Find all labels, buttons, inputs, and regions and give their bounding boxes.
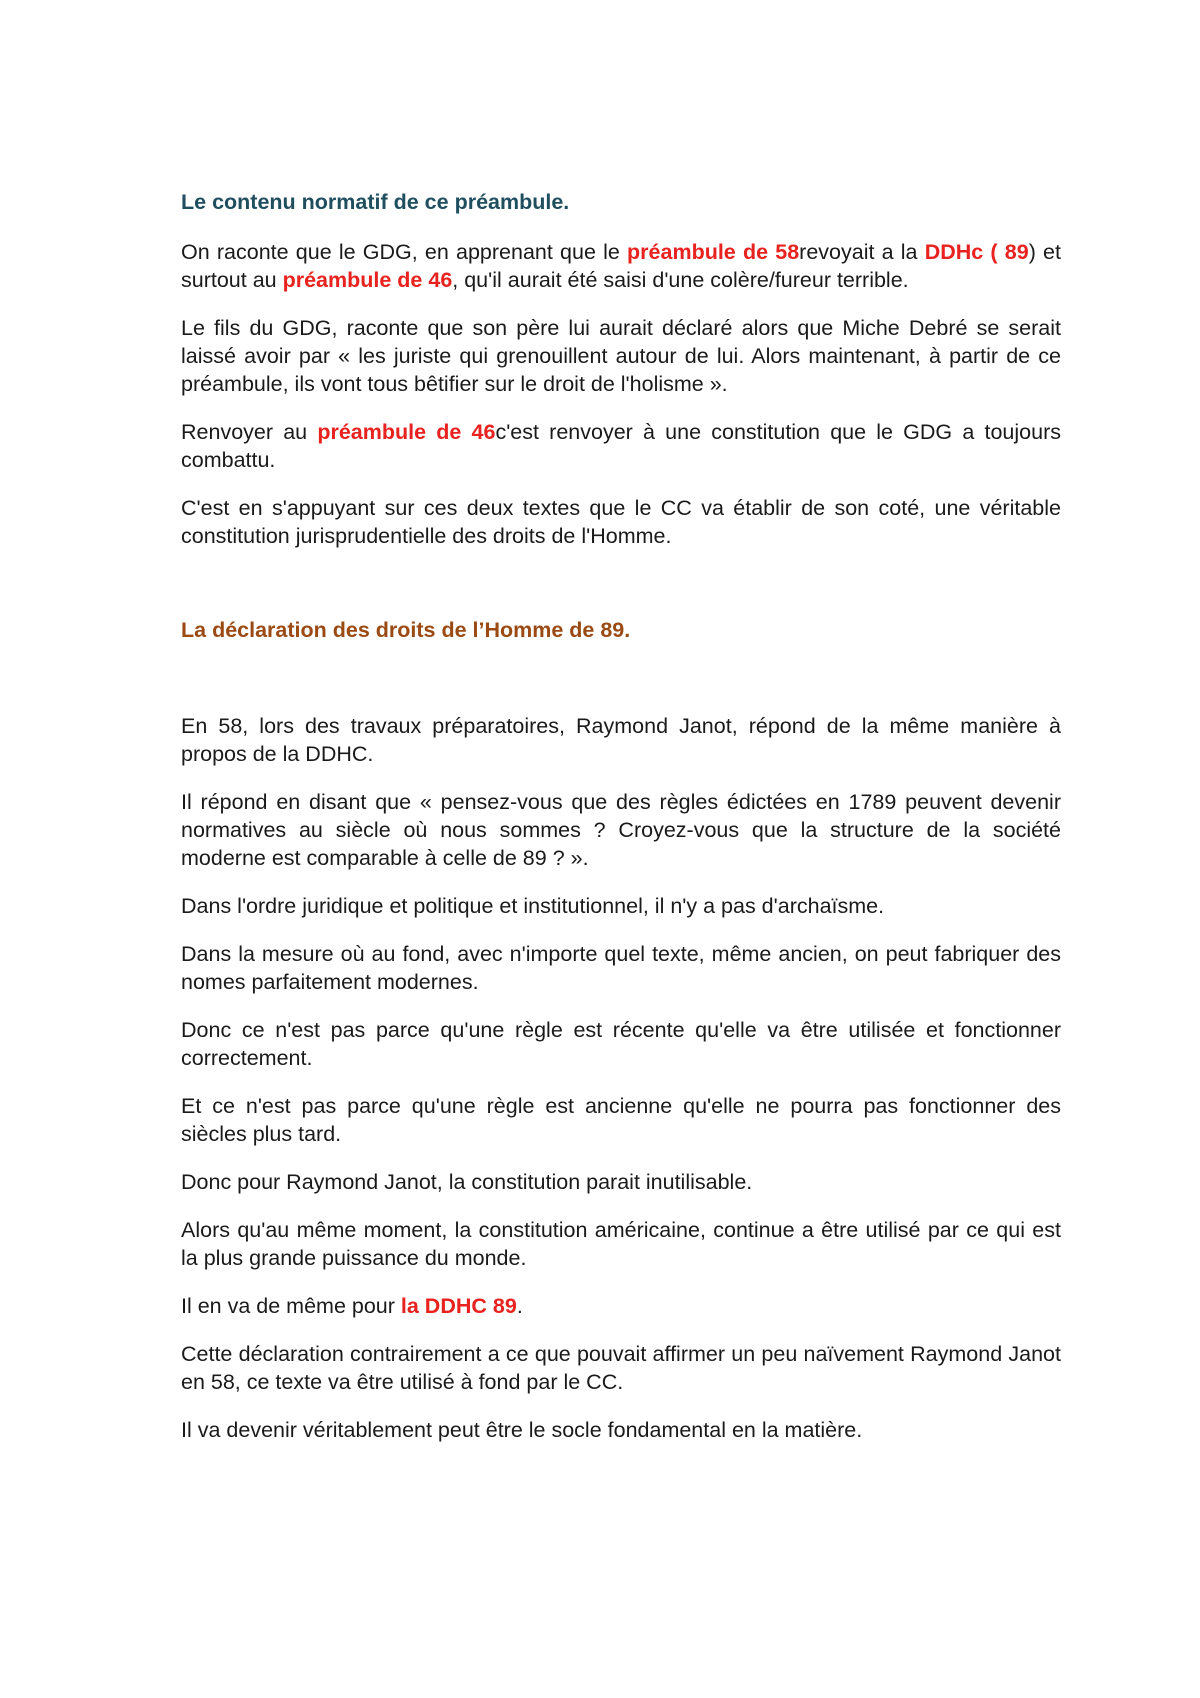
emphasis-text: la DDHC 89 <box>400 1294 517 1318</box>
paragraph: Alors qu'au même moment, la constitution américaine, continue a être utilisé par ce qui est la plus grande puissance du monde. <box>181 1218 1061 1270</box>
paragraph <box>181 1292 1061 1320</box>
emphasis-text: préambule de 46 <box>282 268 453 292</box>
paragraph: Il va devenir véritablement peut être le socle fondamental en la matière. <box>181 1418 863 1442</box>
spacer <box>181 644 1061 712</box>
paragraph: Donc pour Raymond Janot, la constitution parait inutilisable. <box>181 1170 753 1194</box>
spacer <box>181 570 1061 616</box>
paragraph <box>181 238 1061 294</box>
paragraph: Et ce n'est pas parce qu'une règle est ancienne qu'elle ne pourra pas fonctionner des siècles plus tard. <box>181 1094 1061 1146</box>
text-run: revoyait a la <box>799 240 925 264</box>
emphasis-text: préambule de 46 <box>317 420 496 444</box>
text-run: , qu'il aurait été saisi d'une colère/fureur terrible. <box>452 268 909 292</box>
paragraph <box>181 418 1061 474</box>
paragraph: Dans la mesure où au fond, avec n'importe quel texte, même ancien, on peut fabriquer des nomes parfaitement modernes. <box>181 942 1061 994</box>
section-heading-preambule: Le contenu normatif de ce préambule. <box>181 190 570 214</box>
paragraph: Il répond en disant que « pensez-vous que des règles édictées en 1789 peuvent devenir normatives au siècle où nous sommes ? Croyez-vous que la structure de la société moderne est comparable à celle de 89 ? ». <box>181 790 1061 870</box>
text-run: Il en va de même pour <box>181 1294 401 1318</box>
paragraph: Le fils du GDG, raconte que son père lui aurait déclaré alors que Miche Debré se serait laissé avoir par « les juriste qui grenouillent autour de lui. Alors maintenant, à partir de ce préambule, ils vont tous bêtifier sur le droit de l'holisme ». <box>181 316 1061 396</box>
emphasis-text: préambule de 58 <box>627 240 800 264</box>
paragraph: Cette déclaration contrairement a ce que pouvait affirmer un peu naïvement Raymond Janot en 58, ce texte va être utilisé à fond par le CC. <box>181 1342 1061 1394</box>
text-run: c'est renvoyer à une constitution que le GDG a toujours combattu. <box>181 420 1061 472</box>
document-page <box>181 188 1061 1464</box>
section-heading-ddhc: La déclaration des droits de l’Homme de 89. <box>181 618 631 642</box>
text-run: Renvoyer au <box>181 420 318 444</box>
paragraph: Dans l'ordre juridique et politique et institutionnel, il n'y a pas d'archaïsme. <box>181 894 885 918</box>
paragraph: En 58, lors des travaux préparatoires, Raymond Janot, répond de la même manière à propos de la DDHC. <box>181 714 1061 766</box>
text-run: ) et surtout au <box>181 240 1061 292</box>
emphasis-text: DDHc ( 89 <box>924 240 1029 264</box>
paragraph: Donc ce n'est pas parce qu'une règle est récente qu'elle va être utilisée et fonctionner correctement. <box>181 1018 1061 1070</box>
text-run: On raconte que le GDG, en apprenant que le <box>181 240 628 264</box>
text-run: . <box>516 1294 523 1318</box>
paragraph: C'est en s'appuyant sur ces deux textes que le CC va établir de son coté, une véritable constitution jurisprudentielle des droits de l'Homme. <box>181 496 1061 548</box>
